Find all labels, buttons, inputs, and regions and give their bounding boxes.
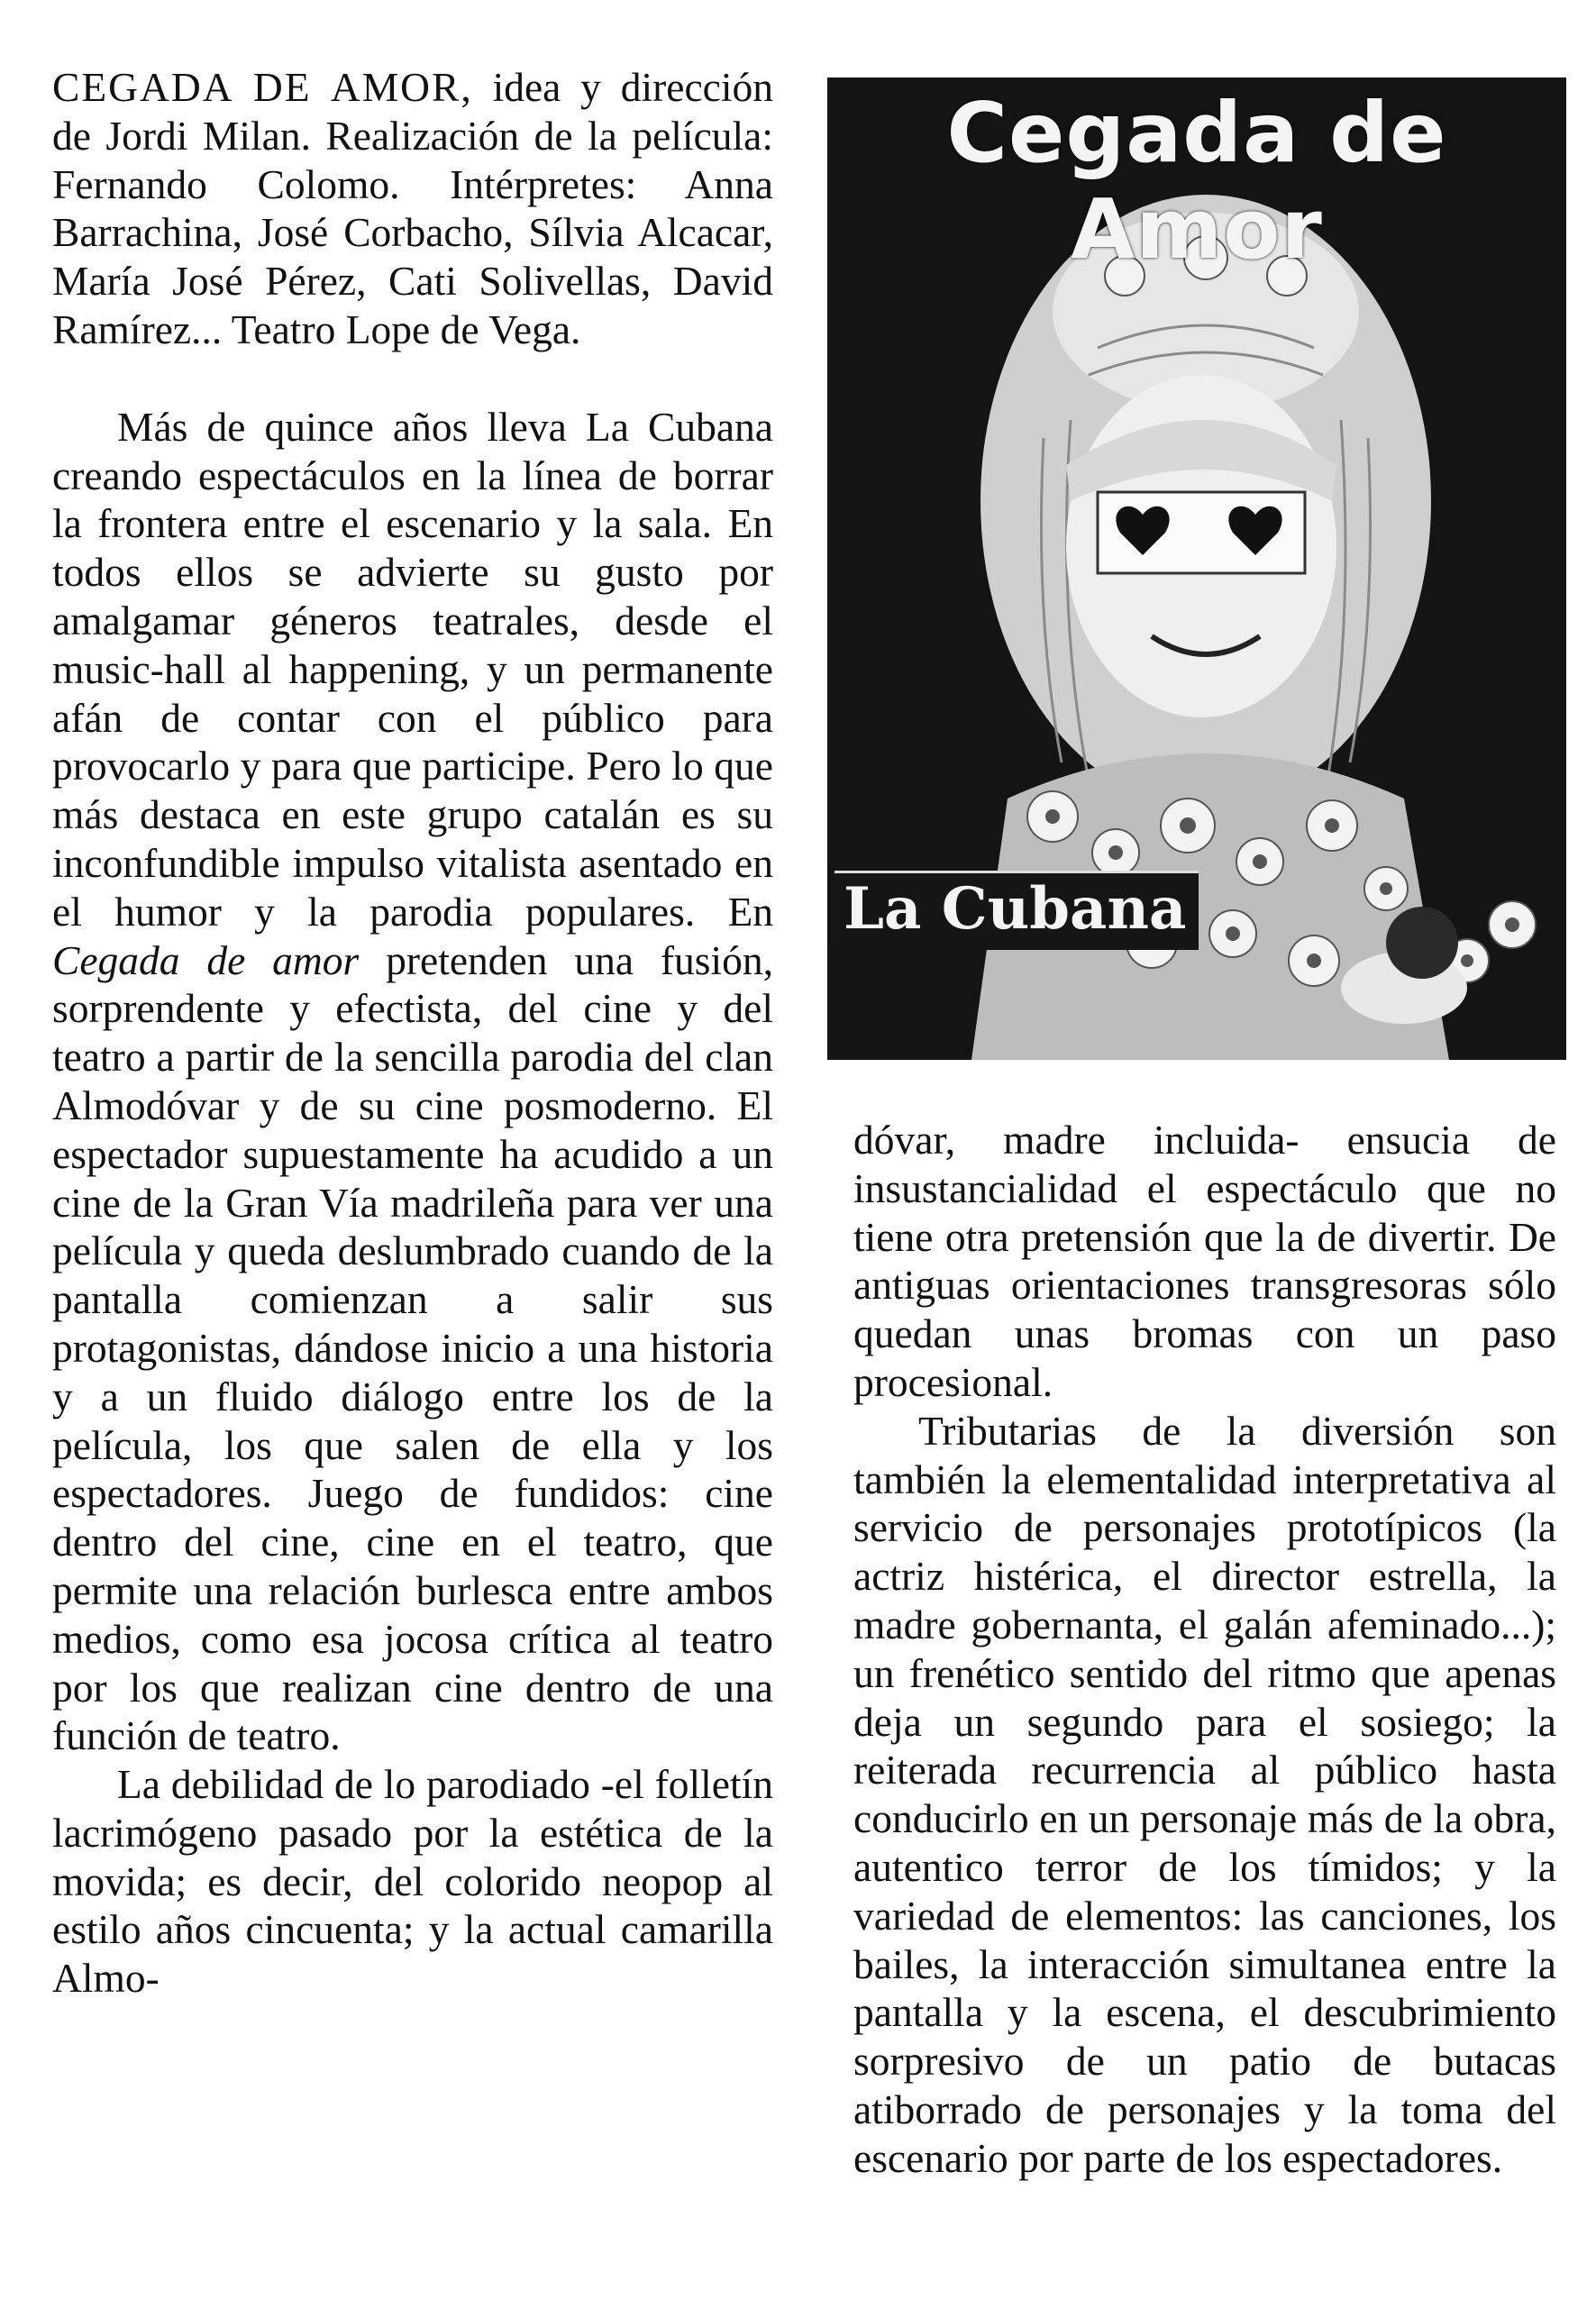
paragraph-2-text-right: dóvar, madre incluida- ensucia de insustancialidad el espectáculo que no tiene otra pretensión que la de divertir. De antiguas orientaciones transgresoras sólo quedan unas bromas con un paso procesional. <box>853 1117 1556 1405</box>
paragraph-1 <box>52 403 773 1760</box>
paragraph-2-start <box>52 1760 773 2003</box>
credits-paragraph <box>52 63 773 354</box>
credits-text: idea y dirección de Jordi Milan. Realización de la película: Fernando Colomo. Intérpretes: Anna Barrachina, José Corbacho, Sílvia Alcacar, María José Pérez, Cati Solivellas, David Ramírez... Teatro Lope de Vega. <box>52 64 773 352</box>
paragraph-3 <box>853 1407 1556 2183</box>
italic-play-title: Cegada de amor <box>52 936 360 983</box>
poster-title: Cegada de Amor <box>946 85 1447 278</box>
paragraph-2-continued <box>853 1116 1556 1407</box>
paragraph-1-text-a: Más de quince años lleva La Cubana creando espectáculos en la línea de borrar la frontera entre el escenario y la sala. En todos ellos se advierte su gusto por amalgamar géneros teatrales, desde el music-hall al happening, y un permanente afán de contar con el público para provocarlo y para que participe. Pero lo que más destaca en este grupo catalán es su inconfundible impulso vitalista asentado en el humor y la parodia populares. En <box>52 403 773 935</box>
poster-image <box>827 78 1566 1060</box>
paragraph-1-text-b: pretenden una fusión, sorprendente y efectista, del cine y del teatro a partir de la sencilla parodia del clan Almodóvar y de su cine posmoderno. El espectador supuestamente ha acudido a un cine de la Gran Vía madrileña para ver una película y queda deslumbrado cuando de la pantalla comienzan a salir sus protagonistas, dándose inicio a una historia y a un fluido diálogo entre los de la película, los que salen de ella y los espectadores. Juego de fundidos: cine dentro del cine, cine en el teatro, que permite una relación burlesca entre ambos medios, como esa jocosa crítica al teatro por los que realizan cine dentro de una función de teatro. <box>52 936 773 1759</box>
poster-label: La Cubana <box>834 871 1199 950</box>
play-title: CEGADA DE AMOR, <box>52 64 473 110</box>
left-text-column <box>52 63 773 2003</box>
right-text-column <box>853 1116 1556 2183</box>
paragraph-2-text-left: La debilidad de lo parodiado -el folletín lacrimógeno pasado por la estética de la movida; es decir, del colorido neopop al estilo años cincuenta; y la actual camarilla Almo- <box>52 1761 773 2002</box>
paragraph-3-text: Tributarias de la diversión son también la elementalidad interpretativa al servicio de personajes prototípicos (la actriz histérica, el director estrella, la madre gobernanta, el galán afeminado...); un frenético sentido del ritmo que apenas deja un segundo para el sosiego; la reiterada recurrencia al público hasta conducirlo en un personaje más de la obra, autentico terror de los tímidos; y la variedad de elementos: las canciones, los bailes, la interacción simultanea entre la pantalla y la escena, el descubrimiento sorpresivo de un patio de butacas atiborrado de personajes y la toma del escenario por parte de los espectadores. <box>853 1407 1556 2181</box>
